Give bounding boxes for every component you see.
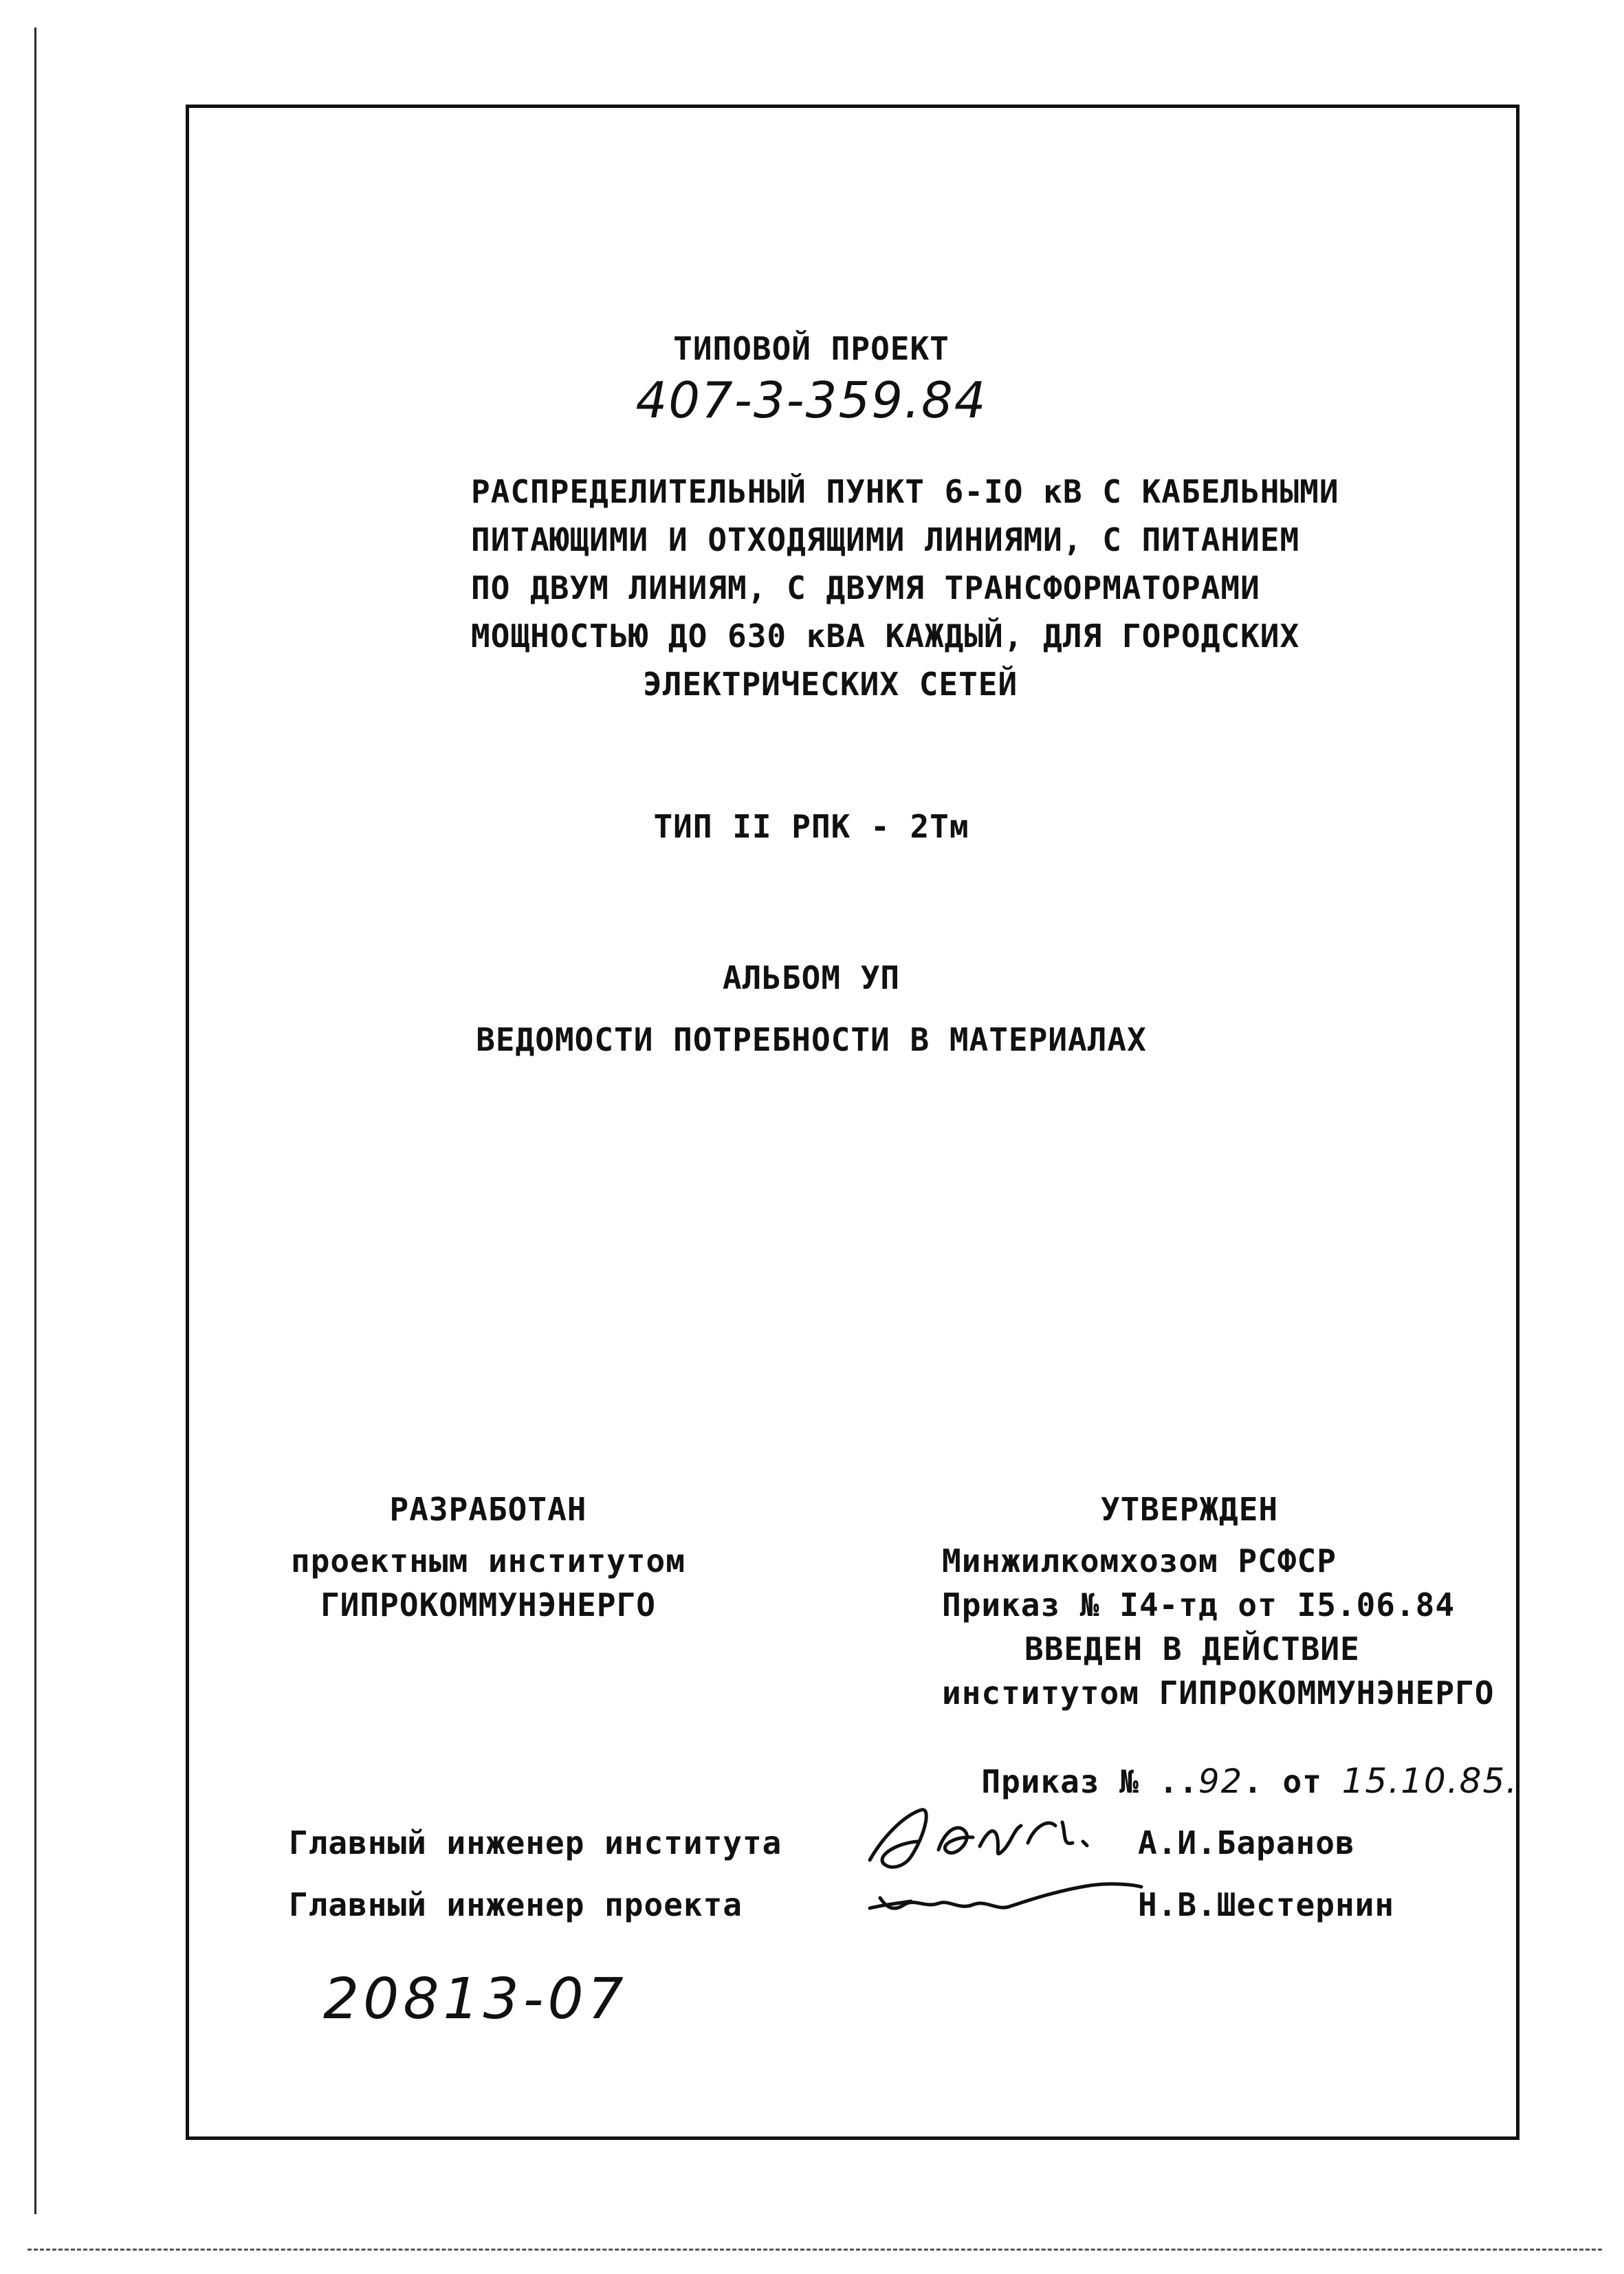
title-line-3: ПО ДВУМ ЛИНИЯМ, С ДВУМЯ ТРАНСФОРМАТОРАМИ bbox=[471, 569, 1260, 606]
developed-org: ГИПРОКОММУНЭНЕРГО bbox=[320, 1586, 656, 1623]
scan-edge-bottom bbox=[28, 2249, 1602, 2251]
chief-engineer-institute-role: Главный инженер института bbox=[289, 1824, 782, 1861]
project-type-heading: ТИПОВОЙ ПРОЕКТ bbox=[673, 330, 950, 367]
title-line-2: ПИТАЮЩИМИ И ОТХОДЯЩИМИ ЛИНИЯМИ, С ПИТАНИЕМ bbox=[471, 521, 1300, 558]
inventory-number: 20813-07 bbox=[323, 1967, 628, 2032]
chief-engineer-project-name: Н.В.Шестернин bbox=[1138, 1886, 1395, 1923]
title-line-5: ЭЛЕКТРИЧЕСКИХ СЕТЕЙ bbox=[643, 666, 1018, 703]
chief-engineer-project-role: Главный инженер проекта bbox=[289, 1886, 743, 1923]
developed-line-1: проектным институтом bbox=[291, 1542, 685, 1579]
album-title: ВЕДОМОСТИ ПОТРЕБНОСТИ В МАТЕРИАЛАХ bbox=[476, 1021, 1147, 1058]
approved-heading: УТВЕРЖДЕН bbox=[1100, 1491, 1279, 1528]
chief-engineer-institute-name: А.И.Баранов bbox=[1138, 1824, 1355, 1861]
approved-order: Приказ № I4-тд от I5.06.84 bbox=[942, 1586, 1456, 1623]
album-number: АЛЬБОМ УП bbox=[722, 959, 901, 996]
signature-shesternin bbox=[863, 1870, 1152, 1925]
type-label: ТИП II РПК - 2Тм bbox=[653, 808, 969, 845]
enacted-order bbox=[942, 1715, 1518, 1804]
approved-line-1: Минжилкомхозом РСФСР bbox=[942, 1542, 1337, 1579]
title-line-4: МОЩНОСТЬЮ ДО 630 кВА КАЖДЫЙ, ДЛЯ ГОРОДСКИХ bbox=[471, 617, 1300, 655]
enacted-heading: ВВЕДЕН В ДЕЙСТВИЕ bbox=[1024, 1630, 1360, 1668]
enacted-order-number: 92 bbox=[1198, 1762, 1244, 1801]
project-number: 407-3-359.84 bbox=[635, 371, 987, 429]
developed-heading: РАЗРАБОТАН bbox=[389, 1491, 587, 1528]
scan-edge-left bbox=[34, 28, 36, 2214]
enacted-order-date: 15.10.85. bbox=[1341, 1761, 1519, 1801]
enacted-order-mid: . от bbox=[1243, 1763, 1322, 1800]
title-line-1: РАСПРЕДЕЛИТЕЛЬНЫЙ ПУНКТ 6-IO кВ С КАБЕЛЬНЫМИ bbox=[471, 473, 1339, 510]
enacted-by: институтом ГИПРОКОММУНЭНЕРГО bbox=[942, 1674, 1495, 1712]
enacted-order-prefix: Приказ № .. bbox=[981, 1763, 1199, 1800]
